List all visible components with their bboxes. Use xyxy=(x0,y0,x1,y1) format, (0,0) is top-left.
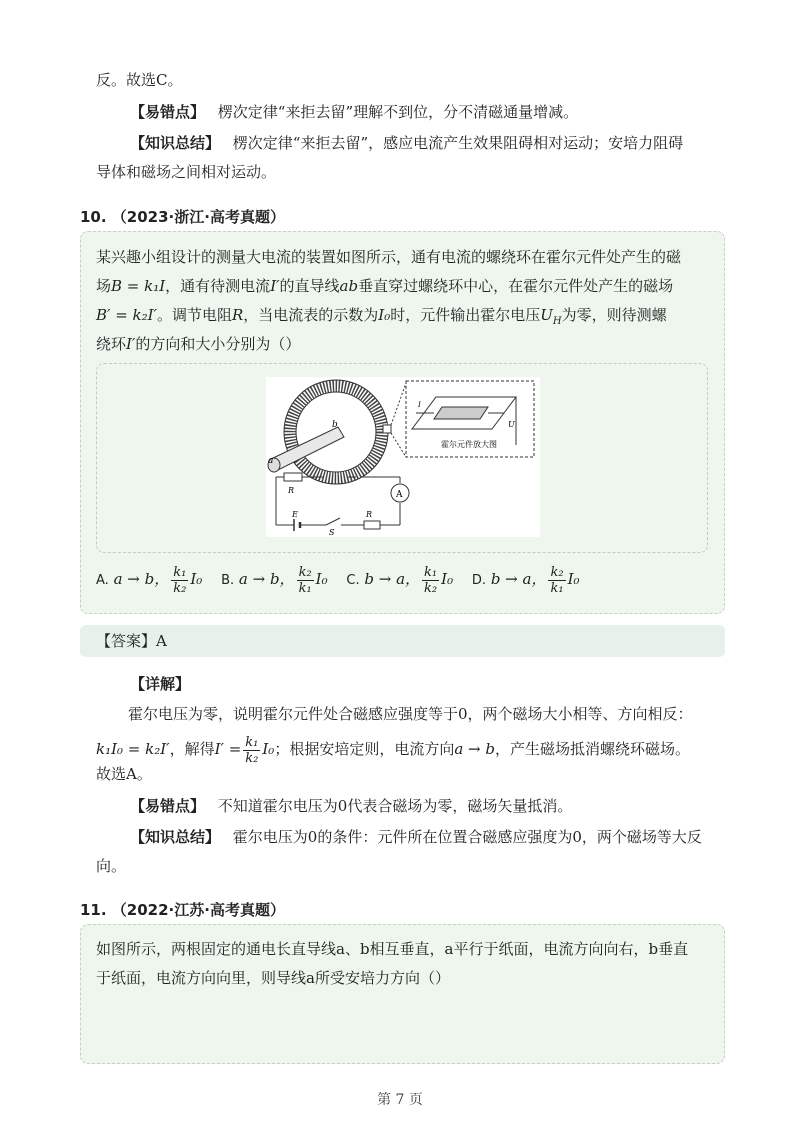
option-letter: C. xyxy=(346,573,360,588)
option-tail: I₀ xyxy=(315,570,328,588)
prev-summary-cont: 导体和磁场之间相对运动。 xyxy=(96,163,277,181)
q10-options xyxy=(96,562,580,598)
math-B: B = k₁I xyxy=(111,277,166,295)
detail-line3: 故选A。 xyxy=(96,765,152,783)
label-R: R xyxy=(288,486,295,495)
q11-stem-line1: 如图所示，两根固定的通电长直导线a、b相互垂直，a平行于纸面，电流方向向右，b垂直 xyxy=(96,940,689,958)
answer-summary-cont: 向。 xyxy=(96,857,127,875)
error-text: 不知道霍尔电压为0代表合磁场为零，磁场矢量抵消。 xyxy=(217,797,573,815)
hall-chip xyxy=(434,407,488,419)
frac-num: k₁ xyxy=(173,564,187,580)
frac-den: k₂ xyxy=(424,580,438,596)
q10-stem-line4 xyxy=(96,333,300,355)
label-A: A xyxy=(396,490,403,500)
summary-label: 【知识总结】 xyxy=(130,134,221,152)
math-eq: k₁I₀ = k₂I′ xyxy=(96,740,170,758)
label-UH: U xyxy=(508,420,515,429)
q10-stem-line3 xyxy=(96,304,667,333)
option-fraction xyxy=(548,565,565,596)
answer-error-point xyxy=(130,795,572,817)
label-S: S xyxy=(329,528,335,537)
apparatus-diagram xyxy=(266,377,540,537)
option-letter: D. xyxy=(471,573,487,588)
frac-num: k₁ xyxy=(245,734,259,750)
option-letter: A. xyxy=(96,573,109,588)
q11-heading: 11. （2022·江苏·高考真题） xyxy=(80,901,285,919)
option-A[interactable] xyxy=(96,564,207,596)
detail-line1: 霍尔电压为零，说明霍尔元件处合磁感应强度等于0，两个磁场大小相等、方向相反： xyxy=(128,705,693,723)
error-label: 【易错点】 xyxy=(130,103,206,121)
text: 。调节电阻 xyxy=(156,306,232,324)
error-label: 【易错点】 xyxy=(130,797,206,815)
apparatus-figure xyxy=(266,377,540,537)
label-R1: R xyxy=(366,510,373,519)
text: 为零，则待测螺 xyxy=(561,306,667,324)
detail-label: 【详解】 xyxy=(130,675,191,693)
frac-num: k₂ xyxy=(550,564,564,580)
option-fraction xyxy=(171,565,188,596)
math-direction: a → b xyxy=(454,740,495,758)
math-I0: I₀ xyxy=(262,740,275,758)
text: ，当电流表的示数为 xyxy=(243,306,379,324)
text: 的方向和大小分别为（） xyxy=(135,335,301,353)
option-fraction xyxy=(422,565,439,596)
summary-text: 霍尔电压为0的条件：元件所在位置合磁感应强度为0，两个磁场等大反 xyxy=(232,828,702,846)
text: ；根据安培定则，电流方向 xyxy=(274,740,455,758)
prev-error-point xyxy=(130,101,578,123)
text: 时，元件输出霍尔电压 xyxy=(390,306,541,324)
frac-num: k₂ xyxy=(298,564,312,580)
math-I0: I₀ xyxy=(378,306,391,324)
option-direction: a → b， xyxy=(113,570,170,588)
detail-fraction xyxy=(243,735,260,766)
frac-den: k₁ xyxy=(298,580,312,596)
frac-den: k₂ xyxy=(173,580,187,596)
label-b: b xyxy=(332,420,338,430)
frac-den: k₂ xyxy=(245,750,259,766)
option-direction: a → b， xyxy=(238,570,295,588)
option-fraction xyxy=(297,565,314,596)
label-IH: I xyxy=(418,401,421,409)
rheostat-R xyxy=(284,473,302,481)
text: 场 xyxy=(96,277,112,295)
frac-den: k₁ xyxy=(550,580,564,596)
q10-stem-line2 xyxy=(96,275,673,297)
text: 绕环 xyxy=(96,335,127,353)
frac-num: k₁ xyxy=(424,564,438,580)
math-Iprime: I′ xyxy=(126,335,136,353)
q11-stem-line2: 于纸面，电流方向向里，则导线a所受安培力方向（） xyxy=(96,969,450,987)
math-Iprime-eq: I′ = xyxy=(214,740,242,758)
option-letter: B. xyxy=(221,573,235,588)
option-tail: I₀ xyxy=(441,570,454,588)
option-B[interactable] xyxy=(221,564,332,596)
label-E: E xyxy=(292,510,298,519)
page-number: 第 7 页 xyxy=(377,1092,423,1108)
option-tail: I₀ xyxy=(567,570,580,588)
option-C[interactable] xyxy=(346,564,457,596)
hall-element xyxy=(383,425,391,433)
option-D[interactable] xyxy=(471,564,580,596)
zoom-line xyxy=(391,433,406,457)
option-direction: b → a， xyxy=(364,570,421,588)
answer-label: 【答案】A xyxy=(96,632,167,650)
math-ab: ab xyxy=(339,277,359,295)
q10-stem-line1: 某兴趣小组设计的测量大电流的装置如图所示，通有电流的螺绕环在霍尔元件处产生的磁 xyxy=(96,248,682,266)
text: 的直导线 xyxy=(279,277,340,295)
text: 垂直穿过螺绕环中心，在霍尔元件处产生的磁场 xyxy=(358,277,674,295)
prev-answer-end: 反。故选C。 xyxy=(96,71,183,89)
detail-line2 xyxy=(96,732,690,766)
resistor-R1 xyxy=(364,521,380,529)
summary-text: 楞次定律“来拒去留”，感应电流产生效果阻碍相对运动；安培力阻碍 xyxy=(232,134,684,152)
error-text: 楞次定律“来拒去留”理解不到位，分不清磁通量增减。 xyxy=(217,103,579,121)
answer-summary xyxy=(130,826,702,848)
zoom-line xyxy=(391,383,406,425)
inset-caption: 霍尔元件放大图 xyxy=(441,440,497,449)
option-direction: b → a， xyxy=(490,570,547,588)
math-Bprime: B′ = k₂I′ xyxy=(96,306,157,324)
text: ，产生磁场抵消螺绕环磁场。 xyxy=(495,740,691,758)
option-tail: I₀ xyxy=(190,570,203,588)
summary-label: 【知识总结】 xyxy=(130,828,221,846)
text: ，解得 xyxy=(169,740,215,758)
math-R: R xyxy=(231,306,244,324)
math-UH: U xyxy=(540,306,553,324)
math-UH-sub: H xyxy=(552,316,562,327)
text: ，通有待测电流 xyxy=(165,277,271,295)
switch-S xyxy=(326,518,340,525)
math-Iprime: I′ xyxy=(270,277,280,295)
answer-bar xyxy=(80,625,725,657)
prev-summary xyxy=(130,132,683,154)
label-a: a xyxy=(268,456,274,466)
q10-heading: 10. （2023·浙江·高考真题） xyxy=(80,208,285,226)
